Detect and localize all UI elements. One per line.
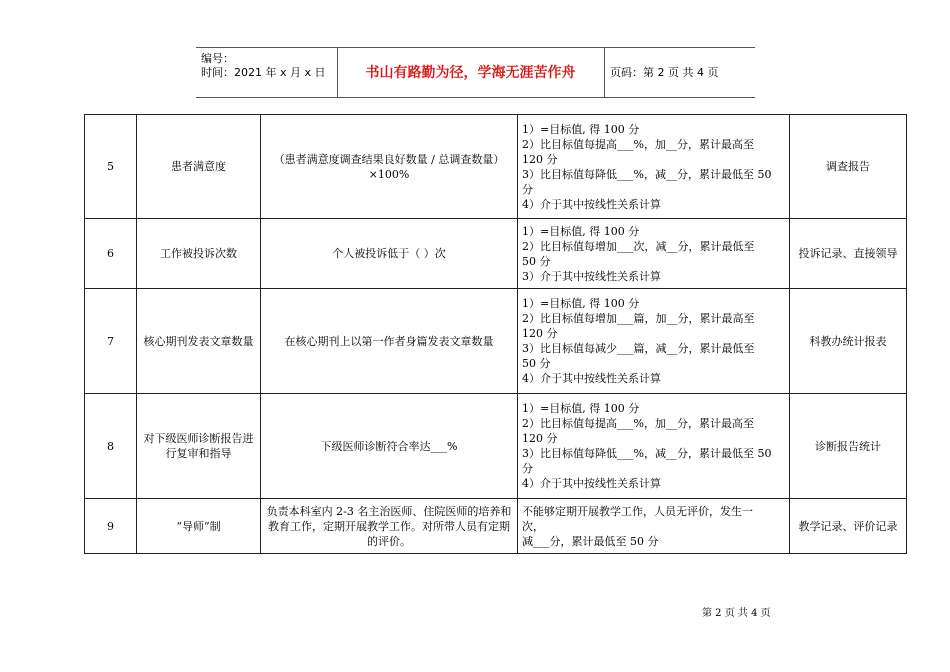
indicator-name: 核心期刊发表文章数量 [137, 289, 261, 394]
data-source: 投诉记录、直接领导 [790, 219, 907, 289]
scoring-rule-line: 不能够定期开展教学工作，人员无评价，发生一 [522, 504, 753, 518]
scoring-rule-line: 50 分 [522, 254, 551, 268]
scoring-rule-line: 3）比目标值每降低___%，减__分，累计最低至 50 [522, 167, 772, 181]
indicator-formula: 在核心期刊上以第一作者身篇发表文章数量 [261, 289, 518, 394]
row-number: 5 [85, 115, 137, 219]
header-top-rule [196, 47, 755, 48]
document-number-label: 编号： [201, 52, 234, 65]
scoring-rule-line: 120 分 [522, 152, 558, 166]
indicator-formula: 负责本科室内 2-3 名主治医师、住院医师的培养和教育工作，定期开展教学工作。对所带人员有定期的评价。 [261, 499, 518, 554]
data-source: 调查报告 [790, 115, 907, 219]
data-source: 诊断报告统计 [790, 394, 907, 499]
scoring-rule-line: 3）比目标值每降低___%，减__分，累计最低至 50 [522, 447, 772, 460]
scoring-rules [518, 394, 790, 499]
document-date-label: 时间：2021 年 x 月 x 日 [201, 66, 326, 79]
indicator-name: 对下级医师诊断报告进行复审和指导 [137, 394, 261, 499]
indicator-formula: （患者满意度调查结果良好数量 / 总调查数量）×100% [261, 115, 518, 219]
table-row [85, 115, 907, 219]
header-separator [604, 47, 605, 97]
scoring-rules [518, 219, 790, 289]
scoring-rule-line: 减___分，累计最低至 50 分 [522, 534, 659, 548]
scoring-rule-line: 120 分 [522, 327, 558, 340]
scoring-rule-line: 分 [522, 182, 533, 196]
table-row [85, 289, 907, 394]
indicator-name: “导师”制 [137, 499, 261, 554]
header-page-indicator: 页码：第 2 页 共 4 页 [610, 66, 719, 79]
data-source: 教学记录、评价记录 [790, 499, 907, 554]
table-row [85, 394, 907, 499]
scoring-rule-line: 次， [522, 519, 544, 533]
scoring-rule-line: 4）介于其中按线性关系计算 [522, 477, 661, 490]
scoring-rule-line: 4）介于其中按线性关系计算 [522, 197, 661, 211]
row-number: 7 [85, 289, 137, 394]
scoring-rule-line: 50 分 [522, 357, 551, 370]
header-motto: 书山有路勤为径，学海无涯苦作舟 [365, 65, 576, 81]
scoring-rule-line: 1）=目标值, 得 100 分 [522, 297, 640, 310]
header-bottom-rule [196, 97, 755, 98]
table-row [85, 219, 907, 289]
indicator-name: 患者满意度 [137, 115, 261, 219]
table-row [85, 499, 907, 554]
indicator-formula: 下级医师诊断符合率达___% [261, 394, 518, 499]
scoring-rules [518, 499, 790, 554]
row-number: 9 [85, 499, 137, 554]
indicator-name: 工作被投诉次数 [137, 219, 261, 289]
scoring-rule-line: 2）比目标值每提高___%，加__分，累计最高至 [522, 417, 754, 430]
data-source: 科教办统计报表 [790, 289, 907, 394]
scoring-rule-line: 分 [522, 462, 533, 475]
scoring-rule-line: 3）介于其中按线性关系计算 [522, 269, 661, 283]
row-number: 8 [85, 394, 137, 499]
scoring-rule-line: 4）介于其中按线性关系计算 [522, 372, 661, 385]
indicator-formula: 个人被投诉低于（ ）次 [261, 219, 518, 289]
scoring-rules [518, 289, 790, 394]
scoring-rules [518, 115, 790, 219]
scoring-rule-line: 2）比目标值每增加___篇，加__分，累计最高至 [522, 312, 755, 325]
row-number: 6 [85, 219, 137, 289]
scoring-rule-line: 1）=目标值, 得 100 分 [522, 224, 640, 238]
scoring-rule-line: 3）比目标值每减少___篇，减__分，累计最低至 [522, 342, 755, 355]
scoring-rule-line: 2）比目标值每增加___次，减__分，累计最低至 [522, 239, 755, 253]
scoring-rule-line: 1）=目标值, 得 100 分 [522, 122, 640, 136]
footer-page-number: 第 2 页 共 4 页 [702, 608, 771, 619]
scoring-rule-line: 1）=目标值, 得 100 分 [522, 402, 640, 415]
scoring-rule-line: 120 分 [522, 432, 558, 445]
kpi-table [84, 114, 907, 554]
scoring-rule-line: 2）比目标值每提高___%，加__分，累计最高至 [522, 137, 754, 151]
